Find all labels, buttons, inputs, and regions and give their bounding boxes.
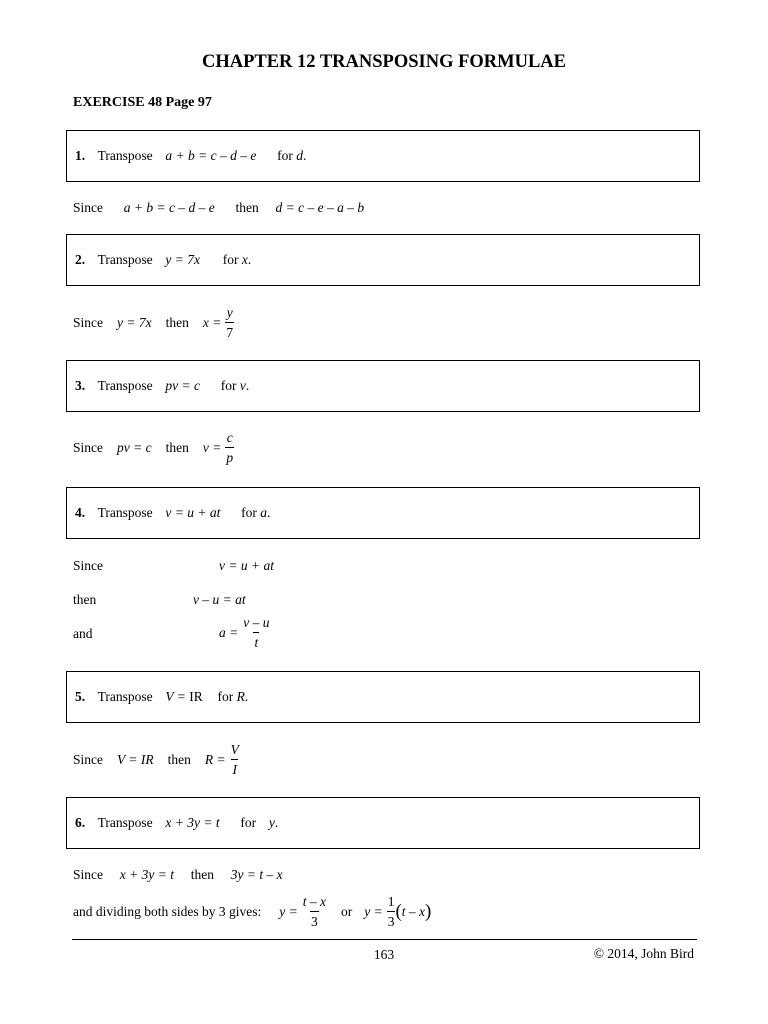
question-equation-rhs: IR — [189, 689, 203, 704]
since-word: Since — [73, 867, 103, 882]
question-equation: x + 3y = t — [165, 815, 220, 830]
close-paren: ) — [425, 901, 432, 922]
answer-4-since-label: Since — [73, 558, 103, 573]
question-number: 1. — [75, 148, 86, 163]
numerator: t – x — [302, 894, 326, 909]
question-box-3: 3. Transpose pv = c for v. — [66, 360, 700, 412]
question-equation: y = 7x — [165, 252, 200, 267]
question-equation: v = u + at — [165, 505, 221, 520]
then-word: then — [190, 867, 214, 882]
denominator: p — [225, 447, 234, 465]
question-for: for — [240, 815, 257, 830]
answer-step: 3y = t – x — [230, 867, 283, 882]
question-verb: Transpose — [97, 505, 153, 520]
answer-2 — [73, 306, 234, 339]
answer-lhs: y = — [364, 903, 383, 919]
footer-rule — [72, 939, 697, 940]
then-word: then — [165, 439, 189, 455]
answer-1 — [73, 198, 364, 218]
question-for: for — [222, 252, 239, 267]
question-equation: pv = c — [165, 378, 200, 393]
fraction — [230, 743, 240, 776]
answer-4-and-label: and — [73, 626, 93, 641]
question-verb: Transpose — [97, 815, 153, 830]
copyright: © 2014, John Bird — [593, 946, 694, 961]
question-for: for — [220, 378, 237, 393]
question-equation-lhs: V = — [165, 689, 190, 704]
question-variable: y — [268, 815, 275, 830]
question-number: 3. — [75, 378, 86, 393]
fraction — [242, 616, 270, 649]
answer-6-line2 — [73, 895, 431, 928]
question-verb: Transpose — [97, 148, 153, 163]
answer-4-step2: v – u = at — [193, 592, 246, 607]
fraction — [225, 306, 234, 339]
answer-lhs: a = — [219, 624, 239, 640]
answer-given: a + b = c – d – e — [123, 200, 215, 215]
answer-lhs: y = — [279, 903, 298, 919]
question-number: 5. — [75, 689, 86, 704]
numerator: v – u — [243, 615, 270, 630]
divide-text: and dividing both sides by 3 gives: — [73, 903, 262, 919]
answer-3 — [73, 431, 234, 464]
answer-4-step1: v = u + at — [219, 558, 274, 573]
denominator: 7 — [225, 322, 234, 340]
question-for: for — [217, 689, 234, 704]
question-variable: R — [236, 689, 245, 704]
page-title: CHAPTER 12 TRANSPOSING FORMULAE — [201, 52, 567, 72]
paren-expression: t – x — [401, 903, 426, 919]
question-box-5: 5. Transpose V = IR for R. — [66, 671, 700, 723]
question-for: for — [241, 505, 257, 520]
answer-4-result — [219, 616, 271, 649]
question-box-2: 2. Transpose y = 7x for x. — [66, 234, 700, 286]
numerator: 1 — [387, 894, 395, 909]
answer-6-line1 — [73, 865, 283, 885]
denominator: 3 — [310, 911, 319, 929]
since-word: Since — [73, 314, 103, 330]
answer-given: pv = c — [117, 439, 152, 455]
denominator: I — [231, 759, 238, 777]
answer-given: y = 7x — [117, 314, 152, 330]
fraction — [225, 431, 234, 464]
question-equation: a + b = c – d – e — [165, 148, 257, 163]
question-variable: v — [239, 378, 246, 393]
answer-5 — [73, 743, 240, 776]
question-verb: Transpose — [97, 252, 153, 267]
or-word: or — [340, 903, 353, 919]
fraction — [302, 895, 327, 928]
question-number: 4. — [75, 505, 86, 520]
question-box-4: 4. Transpose v = u + at for a. — [66, 487, 700, 539]
numerator: y — [226, 305, 233, 320]
then-word: then — [167, 751, 191, 767]
numerator: V — [230, 742, 239, 757]
since-word: Since — [73, 439, 103, 455]
question-variable: d — [296, 148, 303, 163]
fraction — [387, 895, 396, 928]
page-number: 163 — [373, 947, 395, 962]
question-verb: Transpose — [97, 378, 153, 393]
question-number: 2. — [75, 252, 86, 267]
answer-lhs: v = — [202, 439, 222, 455]
question-variable: a — [260, 505, 267, 520]
numerator: c — [226, 430, 233, 445]
answer-result: d = c – e – a – b — [275, 200, 365, 215]
question-box-1: 1. Transpose a + b = c – d – e for d. — [66, 130, 700, 182]
answer-lhs: x = — [202, 314, 222, 330]
question-number: 6. — [75, 815, 86, 830]
question-box-6: 6. Transpose x + 3y = t for y. — [66, 797, 700, 849]
then-word: then — [235, 200, 259, 215]
question-variable: x — [241, 252, 248, 267]
question-verb: Transpose — [97, 689, 153, 704]
open-paren: ( — [395, 901, 402, 922]
answer-4-then-label: then — [73, 592, 97, 607]
then-word: then — [165, 314, 189, 330]
exercise-heading: EXERCISE 48 Page 97 — [73, 95, 212, 110]
answer-lhs: R = — [204, 751, 226, 767]
since-word: Since — [73, 751, 103, 767]
denominator: t — [253, 632, 259, 650]
question-for: for — [277, 148, 293, 163]
since-word: Since — [73, 200, 103, 215]
denominator: 3 — [387, 911, 396, 929]
answer-given: V = IR — [117, 751, 154, 767]
answer-given: x + 3y = t — [119, 867, 174, 882]
